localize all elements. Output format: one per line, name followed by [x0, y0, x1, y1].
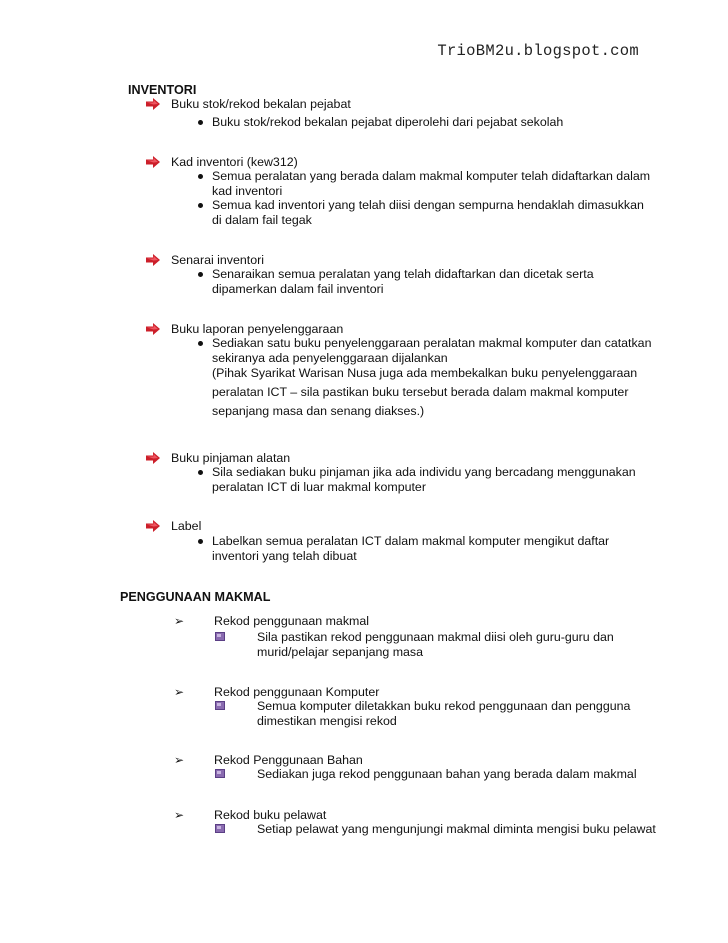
item-label: Buku stok/rekod bekalan pejabat [171, 97, 351, 111]
item-bullet [257, 699, 657, 728]
red-arrow-icon [146, 98, 160, 110]
bullet-icon [198, 272, 203, 277]
item-label: Kad inventori (kew312) [171, 155, 298, 169]
square-bullet-icon [215, 769, 225, 778]
chevron-right-icon: ➢ [174, 808, 185, 822]
section-title-penggunaan: PENGGUNAAN MAKMAL [120, 590, 271, 604]
bullet-text: Sila sediakan buku pinjaman jika ada individu yang bercadang menggunakan peralatan ICT di luar makmal komputer [212, 465, 636, 494]
item-label: Buku pinjaman alatan [171, 451, 291, 465]
bullet-text: Senaraikan semua peralatan yang telah didaftarkan dan dicetak serta dipamerkan dalam fail inventori [212, 267, 594, 296]
bullet-text: Setiap pelawat yang mengunjungi makmal diminta mengisi buku pelawat [257, 822, 656, 836]
item-label: Senarai inventori [171, 253, 264, 267]
item-label: Rekod penggunaan makmal [214, 614, 369, 628]
bullet-icon [198, 470, 203, 475]
item-bullet [212, 465, 652, 494]
item-label: Buku laporan penyelenggaraan [171, 322, 344, 336]
red-arrow-icon [146, 323, 160, 335]
bullet-icon [198, 120, 203, 125]
bullet-text: Sila pastikan rekod penggunaan makmal diisi oleh guru-guru dan murid/pelajar sepanjang masa [257, 630, 614, 659]
bullet-text: Sediakan juga rekod penggunaan bahan yang berada dalam makmal [257, 767, 637, 781]
square-bullet-icon [215, 824, 225, 833]
bullet-text: Semua peralatan yang berada dalam makmal komputer telah didaftarkan dalam kad inventori [212, 169, 651, 198]
item-label: Label [171, 519, 202, 533]
bullet-icon [198, 203, 203, 208]
item-bullet [212, 198, 652, 227]
bullet-text: Labelkan semua peralatan ICT dalam makmal komputer mengikut daftar inventori yang telah dibuat [212, 534, 610, 563]
bullet-text: Sediakan satu buku penyelenggaraan peralatan makmal komputer dan catatkan sekiranya ada penyelenggaraan dijalankan [212, 336, 652, 365]
item-label: Rekod penggunaan Komputer [214, 685, 380, 699]
item-label: Rekod buku pelawat [214, 808, 327, 822]
item-bullet [257, 767, 657, 782]
red-arrow-icon [146, 520, 160, 532]
bullet-icon [198, 539, 203, 544]
square-bullet-icon [215, 632, 225, 641]
red-arrow-icon [146, 156, 160, 168]
bullet-icon [198, 174, 203, 179]
item-note: (Pihak Syarikat Warisan Nusa juga ada membekalkan buku penyelenggaraan peralatan ICT – sila pastikan buku tersebut berada dalam makmal komputer sepanjang masa dan senang diakses.) [212, 366, 638, 418]
bullet-text: Semua komputer diletakkan buku rekod penggunaan dan pengguna dimestikan mengisi rekod [257, 699, 631, 728]
bullet-icon [198, 341, 203, 346]
site-header: TrioBM2u.blogspot.com [437, 42, 639, 60]
item-label: Rekod Penggunaan Bahan [214, 753, 363, 767]
red-arrow-icon [146, 452, 160, 464]
square-bullet-icon [215, 701, 225, 710]
item-bullet [212, 267, 652, 296]
section-title-inventori: INVENTORI [128, 83, 197, 97]
red-arrow-icon [146, 254, 160, 266]
bullet-text: Semua kad inventori yang telah diisi dengan sempurna hendaklah dimasukkan di dalam fail tegak [212, 198, 644, 227]
item-bullet [212, 169, 652, 198]
bullet-text: Buku stok/rekod bekalan pejabat diperolehi dari pejabat sekolah [212, 115, 564, 129]
item-bullet [212, 534, 652, 563]
item-bullet [212, 115, 652, 130]
item-bullet [257, 822, 657, 837]
item-bullet [257, 630, 657, 659]
chevron-right-icon: ➢ [174, 685, 185, 699]
chevron-right-icon: ➢ [174, 753, 185, 767]
chevron-right-icon: ➢ [174, 614, 185, 628]
item-bullet [212, 336, 652, 365]
